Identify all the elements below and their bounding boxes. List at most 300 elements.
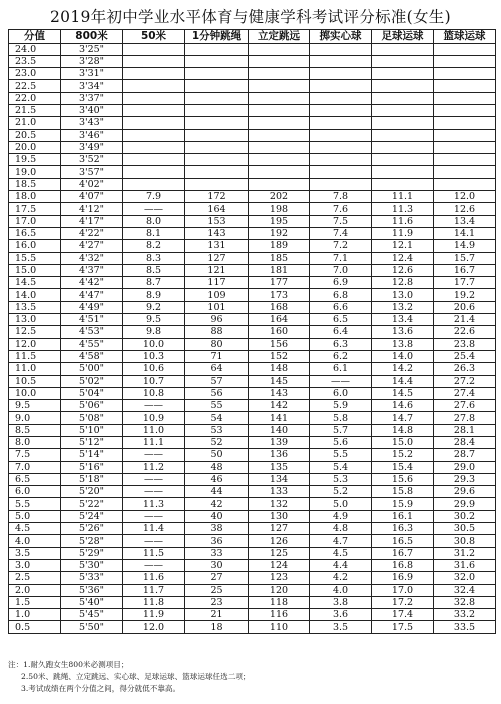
score-cell: 11.0 xyxy=(9,363,61,375)
table-cell: 8.9 xyxy=(123,289,185,301)
table-cell: 4'12" xyxy=(61,203,123,215)
table-cell xyxy=(185,129,249,141)
table-cell: 4'47" xyxy=(61,289,123,301)
table-cell: 164 xyxy=(249,314,310,326)
table-cell: 14.9 xyxy=(434,240,496,252)
table-cell xyxy=(185,92,249,104)
score-cell: 14.5 xyxy=(9,277,61,289)
table-cell xyxy=(249,154,310,166)
table-cell: 11.7 xyxy=(123,584,185,596)
table-cell: 29.6 xyxy=(434,486,496,498)
table-cell: 5'50" xyxy=(61,621,123,633)
table-cell xyxy=(372,68,434,80)
table-cell: 11.3 xyxy=(123,498,185,510)
table-cell: 12.1 xyxy=(372,240,434,252)
table-cell: 130 xyxy=(249,510,310,522)
score-cell: 11.5 xyxy=(9,350,61,362)
table-cell: 10.7 xyxy=(123,375,185,387)
table-cell: 11.6 xyxy=(123,572,185,584)
table-cell: 15.7 xyxy=(434,252,496,264)
table-cell: 27.2 xyxy=(434,375,496,387)
table-cell: 4'32" xyxy=(61,252,123,264)
column-header: 掷实心球 xyxy=(310,30,372,44)
score-cell: 12.5 xyxy=(9,326,61,338)
table-cell: 10.0 xyxy=(123,338,185,350)
table-cell: 7.5 xyxy=(310,215,372,227)
table-cell: 23.8 xyxy=(434,338,496,350)
table-cell xyxy=(123,92,185,104)
table-cell: 11.5 xyxy=(123,547,185,559)
table-cell: 4.7 xyxy=(310,535,372,547)
table-cell: 7.0 xyxy=(310,264,372,276)
table-cell: 56 xyxy=(185,387,249,399)
score-cell: 7.5 xyxy=(9,449,61,461)
table-cell: 10.3 xyxy=(123,350,185,362)
table-cell: 4'58" xyxy=(61,350,123,362)
table-cell xyxy=(434,129,496,141)
table-cell: 177 xyxy=(249,277,310,289)
table-cell xyxy=(310,178,372,190)
score-cell: 15.0 xyxy=(9,264,61,276)
score-cell: 6.0 xyxy=(9,486,61,498)
table-cell xyxy=(249,141,310,153)
score-cell: 8.0 xyxy=(9,437,61,449)
table-cell: 44 xyxy=(185,486,249,498)
table-cell: —— xyxy=(123,559,185,571)
table-cell: —— xyxy=(123,473,185,485)
table-row xyxy=(9,523,496,535)
table-row xyxy=(9,412,496,424)
score-cell: 2.5 xyxy=(9,572,61,584)
table-cell: 125 xyxy=(249,547,310,559)
table-cell: 96 xyxy=(185,314,249,326)
table-row xyxy=(9,68,496,80)
table-cell: 80 xyxy=(185,338,249,350)
table-cell: 5'10" xyxy=(61,424,123,436)
table-cell xyxy=(372,43,434,55)
score-cell: 10.5 xyxy=(9,375,61,387)
table-cell xyxy=(310,117,372,129)
footnote-2: 2.50米、跳绳、立定跳远、实心球、足球运球、篮球运球任选二项； xyxy=(21,672,251,681)
table-row xyxy=(9,240,496,252)
table-cell xyxy=(310,104,372,116)
column-header: 分值 xyxy=(9,30,61,44)
table-row xyxy=(9,350,496,362)
table-cell: 5'16" xyxy=(61,461,123,473)
table-cell: 11.3 xyxy=(372,203,434,215)
score-cell: 15.5 xyxy=(9,252,61,264)
table-cell: 14.2 xyxy=(372,363,434,375)
table-cell: 4.2 xyxy=(310,572,372,584)
table-cell: 57 xyxy=(185,375,249,387)
table-cell: 5'08" xyxy=(61,412,123,424)
table-cell: 127 xyxy=(249,523,310,535)
table-cell: —— xyxy=(123,449,185,461)
column-header: 1分钟跳绳 xyxy=(185,30,249,44)
table-cell: —— xyxy=(123,535,185,547)
table-cell: 16.1 xyxy=(372,510,434,522)
score-cell: 10.0 xyxy=(9,387,61,399)
table-cell: 8.0 xyxy=(123,215,185,227)
table-cell: 131 xyxy=(185,240,249,252)
table-cell: 11.1 xyxy=(372,191,434,203)
table-cell xyxy=(123,117,185,129)
table-cell: 14.6 xyxy=(372,400,434,412)
table-cell xyxy=(372,55,434,67)
table-cell: 11.8 xyxy=(123,596,185,608)
table-cell: 5'12" xyxy=(61,437,123,449)
table-cell: 6.4 xyxy=(310,326,372,338)
score-cell: 1.5 xyxy=(9,596,61,608)
table-cell: 6.1 xyxy=(310,363,372,375)
table-row xyxy=(9,314,496,326)
table-cell: 17.2 xyxy=(372,596,434,608)
table-cell: 16.7 xyxy=(372,547,434,559)
table-cell xyxy=(434,80,496,92)
table-cell: 4'53" xyxy=(61,326,123,338)
score-cell: 8.5 xyxy=(9,424,61,436)
table-cell: 52 xyxy=(185,437,249,449)
score-cell: 4.0 xyxy=(9,535,61,547)
table-cell: 12.8 xyxy=(372,277,434,289)
table-cell: 10.6 xyxy=(123,363,185,375)
table-cell: 15.0 xyxy=(372,437,434,449)
table-row xyxy=(9,104,496,116)
table-cell: 5'02" xyxy=(61,375,123,387)
table-cell: 7.1 xyxy=(310,252,372,264)
table-cell: 21.4 xyxy=(434,314,496,326)
table-row xyxy=(9,486,496,498)
table-cell: 4'49" xyxy=(61,301,123,313)
table-cell xyxy=(249,80,310,92)
table-cell: 3'49" xyxy=(61,141,123,153)
table-cell: 13.6 xyxy=(372,326,434,338)
table-cell xyxy=(123,80,185,92)
table-row xyxy=(9,559,496,571)
table-row xyxy=(9,326,496,338)
table-cell: 14.5 xyxy=(372,387,434,399)
table-cell: 10.8 xyxy=(123,387,185,399)
table-cell: 26.3 xyxy=(434,363,496,375)
table-cell: 141 xyxy=(249,412,310,424)
table-row xyxy=(9,129,496,141)
table-row xyxy=(9,166,496,178)
table-cell: 19.2 xyxy=(434,289,496,301)
score-cell: 18.0 xyxy=(9,191,61,203)
table-row xyxy=(9,117,496,129)
table-row xyxy=(9,141,496,153)
table-cell: 6.5 xyxy=(310,314,372,326)
table-cell xyxy=(185,178,249,190)
table-cell: 11.9 xyxy=(123,609,185,621)
table-cell: 17.5 xyxy=(372,621,434,633)
table-cell: 32.8 xyxy=(434,596,496,608)
table-cell: 33 xyxy=(185,547,249,559)
table-cell xyxy=(249,104,310,116)
table-row xyxy=(9,621,496,633)
table-cell xyxy=(434,117,496,129)
table-cell: 140 xyxy=(249,424,310,436)
score-cell: 16.5 xyxy=(9,227,61,239)
table-cell xyxy=(123,178,185,190)
table-cell: 133 xyxy=(249,486,310,498)
table-row xyxy=(9,215,496,227)
table-cell xyxy=(310,55,372,67)
table-row xyxy=(9,375,496,387)
table-cell xyxy=(310,80,372,92)
table-cell: 4.4 xyxy=(310,559,372,571)
table-cell: 3'25" xyxy=(61,43,123,55)
score-cell: 22.0 xyxy=(9,92,61,104)
table-cell: 7.2 xyxy=(310,240,372,252)
table-row xyxy=(9,203,496,215)
column-header: 立定跳远 xyxy=(249,30,310,44)
table-cell: 120 xyxy=(249,584,310,596)
table-cell: 9.2 xyxy=(123,301,185,313)
table-cell xyxy=(372,80,434,92)
score-cell: 19.5 xyxy=(9,154,61,166)
score-cell: 14.0 xyxy=(9,289,61,301)
table-cell: 202 xyxy=(249,191,310,203)
table-cell: 136 xyxy=(249,449,310,461)
table-cell: 48 xyxy=(185,461,249,473)
table-cell: 6.0 xyxy=(310,387,372,399)
table-cell: 4.9 xyxy=(310,510,372,522)
table-cell: 172 xyxy=(185,191,249,203)
table-cell: 40 xyxy=(185,510,249,522)
table-cell: 18 xyxy=(185,621,249,633)
table-cell: 14.0 xyxy=(372,350,434,362)
table-cell: 5.0 xyxy=(310,498,372,510)
table-cell: 8.2 xyxy=(123,240,185,252)
table-header-row xyxy=(9,30,496,44)
table-cell xyxy=(434,43,496,55)
table-row xyxy=(9,191,496,203)
table-cell: 31.2 xyxy=(434,547,496,559)
table-cell: 13.4 xyxy=(434,215,496,227)
table-cell: 139 xyxy=(249,437,310,449)
score-cell: 4.5 xyxy=(9,523,61,535)
table-row xyxy=(9,92,496,104)
table-cell xyxy=(372,178,434,190)
table-cell: 29.9 xyxy=(434,498,496,510)
table-cell: 185 xyxy=(249,252,310,264)
table-cell: 123 xyxy=(249,572,310,584)
table-row xyxy=(9,277,496,289)
table-cell: 17.4 xyxy=(372,609,434,621)
table-cell xyxy=(434,55,496,67)
table-cell: 5'24" xyxy=(61,510,123,522)
table-cell: 5'20" xyxy=(61,486,123,498)
table-cell: 5'36" xyxy=(61,584,123,596)
table-cell: 17.7 xyxy=(434,277,496,289)
table-row xyxy=(9,55,496,67)
score-cell: 9.0 xyxy=(9,412,61,424)
table-cell: 36 xyxy=(185,535,249,547)
table-cell: 53 xyxy=(185,424,249,436)
table-cell: 8.1 xyxy=(123,227,185,239)
table-cell: —— xyxy=(123,203,185,215)
score-cell: 19.0 xyxy=(9,166,61,178)
table-cell: —— xyxy=(123,400,185,412)
table-cell: 118 xyxy=(249,596,310,608)
table-cell: 46 xyxy=(185,473,249,485)
footnote-3: 3.考试成绩在两个分值之间，得分就低不靠高。 xyxy=(21,684,181,693)
table-cell: 9.8 xyxy=(123,326,185,338)
table-row xyxy=(9,80,496,92)
table-cell xyxy=(434,178,496,190)
table-cell xyxy=(372,92,434,104)
table-cell: 134 xyxy=(249,473,310,485)
table-cell: 126 xyxy=(249,535,310,547)
table-cell: 6.9 xyxy=(310,277,372,289)
table-cell: 117 xyxy=(185,277,249,289)
table-cell xyxy=(434,154,496,166)
table-cell: 27.8 xyxy=(434,412,496,424)
table-row xyxy=(9,498,496,510)
score-cell: 2.0 xyxy=(9,584,61,596)
table-cell: 160 xyxy=(249,326,310,338)
table-cell: 121 xyxy=(185,264,249,276)
table-cell: 28.1 xyxy=(434,424,496,436)
table-cell: 15.4 xyxy=(372,461,434,473)
table-cell: 116 xyxy=(249,609,310,621)
table-row xyxy=(9,301,496,313)
table-cell: 12.0 xyxy=(434,191,496,203)
table-cell xyxy=(249,43,310,55)
table-cell xyxy=(185,55,249,67)
table-cell: 5'00" xyxy=(61,363,123,375)
table-cell: 28.4 xyxy=(434,437,496,449)
table-cell: 132 xyxy=(249,498,310,510)
table-cell: 8.5 xyxy=(123,264,185,276)
table-cell: 11.6 xyxy=(372,215,434,227)
table-row xyxy=(9,449,496,461)
table-cell: 3'46" xyxy=(61,129,123,141)
table-row xyxy=(9,178,496,190)
table-cell: 153 xyxy=(185,215,249,227)
table-cell: 4'22" xyxy=(61,227,123,239)
table-cell: 5'30" xyxy=(61,559,123,571)
score-cell: 17.5 xyxy=(9,203,61,215)
table-cell: 28.7 xyxy=(434,449,496,461)
table-cell: 30.5 xyxy=(434,523,496,535)
score-cell: 21.5 xyxy=(9,104,61,116)
table-cell: 42 xyxy=(185,498,249,510)
table-cell: 5.4 xyxy=(310,461,372,473)
table-row xyxy=(9,437,496,449)
table-cell: 3.5 xyxy=(310,621,372,633)
table-cell xyxy=(249,68,310,80)
table-row xyxy=(9,252,496,264)
table-row xyxy=(9,338,496,350)
table-cell: 16.3 xyxy=(372,523,434,535)
table-cell: 20.6 xyxy=(434,301,496,313)
score-cell: 3.5 xyxy=(9,547,61,559)
table-cell xyxy=(310,129,372,141)
table-cell: 192 xyxy=(249,227,310,239)
table-body xyxy=(9,43,496,633)
table-cell xyxy=(185,141,249,153)
table-cell: 50 xyxy=(185,449,249,461)
table-cell: 4.0 xyxy=(310,584,372,596)
table-cell: 3'34" xyxy=(61,80,123,92)
score-cell: 13.0 xyxy=(9,314,61,326)
table-cell xyxy=(434,141,496,153)
score-cell: 21.0 xyxy=(9,117,61,129)
table-cell xyxy=(434,92,496,104)
table-cell: 27.6 xyxy=(434,400,496,412)
table-cell xyxy=(372,166,434,178)
table-cell: 14.8 xyxy=(372,424,434,436)
table-cell: 135 xyxy=(249,461,310,473)
table-cell: 64 xyxy=(185,363,249,375)
table-cell: 156 xyxy=(249,338,310,350)
table-cell: 5'14" xyxy=(61,449,123,461)
score-cell: 18.5 xyxy=(9,178,61,190)
score-cell: 9.5 xyxy=(9,400,61,412)
table-cell: 33.2 xyxy=(434,609,496,621)
table-cell: —— xyxy=(123,510,185,522)
table-cell: 6.6 xyxy=(310,301,372,313)
table-cell: 5.7 xyxy=(310,424,372,436)
table-cell: 101 xyxy=(185,301,249,313)
table-cell: 4'51" xyxy=(61,314,123,326)
table-cell xyxy=(372,129,434,141)
table-cell: —— xyxy=(123,486,185,498)
table-cell xyxy=(185,68,249,80)
score-cell: 23.0 xyxy=(9,68,61,80)
table-cell: 5.6 xyxy=(310,437,372,449)
column-header: 800米 xyxy=(61,30,123,44)
table-cell: 32.0 xyxy=(434,572,496,584)
table-cell xyxy=(310,68,372,80)
table-cell xyxy=(249,166,310,178)
table-cell: 12.4 xyxy=(372,252,434,264)
table-cell: 5'26" xyxy=(61,523,123,535)
table-row xyxy=(9,264,496,276)
table-cell: 16.9 xyxy=(372,572,434,584)
score-cell: 7.0 xyxy=(9,461,61,473)
table-cell xyxy=(123,129,185,141)
table-cell: 30 xyxy=(185,559,249,571)
document-title: 2019年初中学业水平体育与健康学科考试评分标准(女生) xyxy=(50,8,451,26)
table-cell xyxy=(185,104,249,116)
table-cell: 7.4 xyxy=(310,227,372,239)
table-cell: 145 xyxy=(249,375,310,387)
table-cell xyxy=(310,141,372,153)
table-cell: 124 xyxy=(249,559,310,571)
table-cell xyxy=(249,92,310,104)
table-cell xyxy=(310,43,372,55)
score-cell: 20.0 xyxy=(9,141,61,153)
table-row xyxy=(9,547,496,559)
table-cell: 11.9 xyxy=(372,227,434,239)
table-cell: 11.1 xyxy=(123,437,185,449)
table-row xyxy=(9,387,496,399)
table-cell: 5'06" xyxy=(61,400,123,412)
table-cell: —— xyxy=(310,375,372,387)
table-row xyxy=(9,473,496,485)
table-row xyxy=(9,43,496,55)
table-cell: 164 xyxy=(185,203,249,215)
table-row xyxy=(9,572,496,584)
table-cell: 3'31" xyxy=(61,68,123,80)
table-cell: 54 xyxy=(185,412,249,424)
table-cell xyxy=(434,104,496,116)
table-cell xyxy=(310,154,372,166)
table-cell: 13.0 xyxy=(372,289,434,301)
